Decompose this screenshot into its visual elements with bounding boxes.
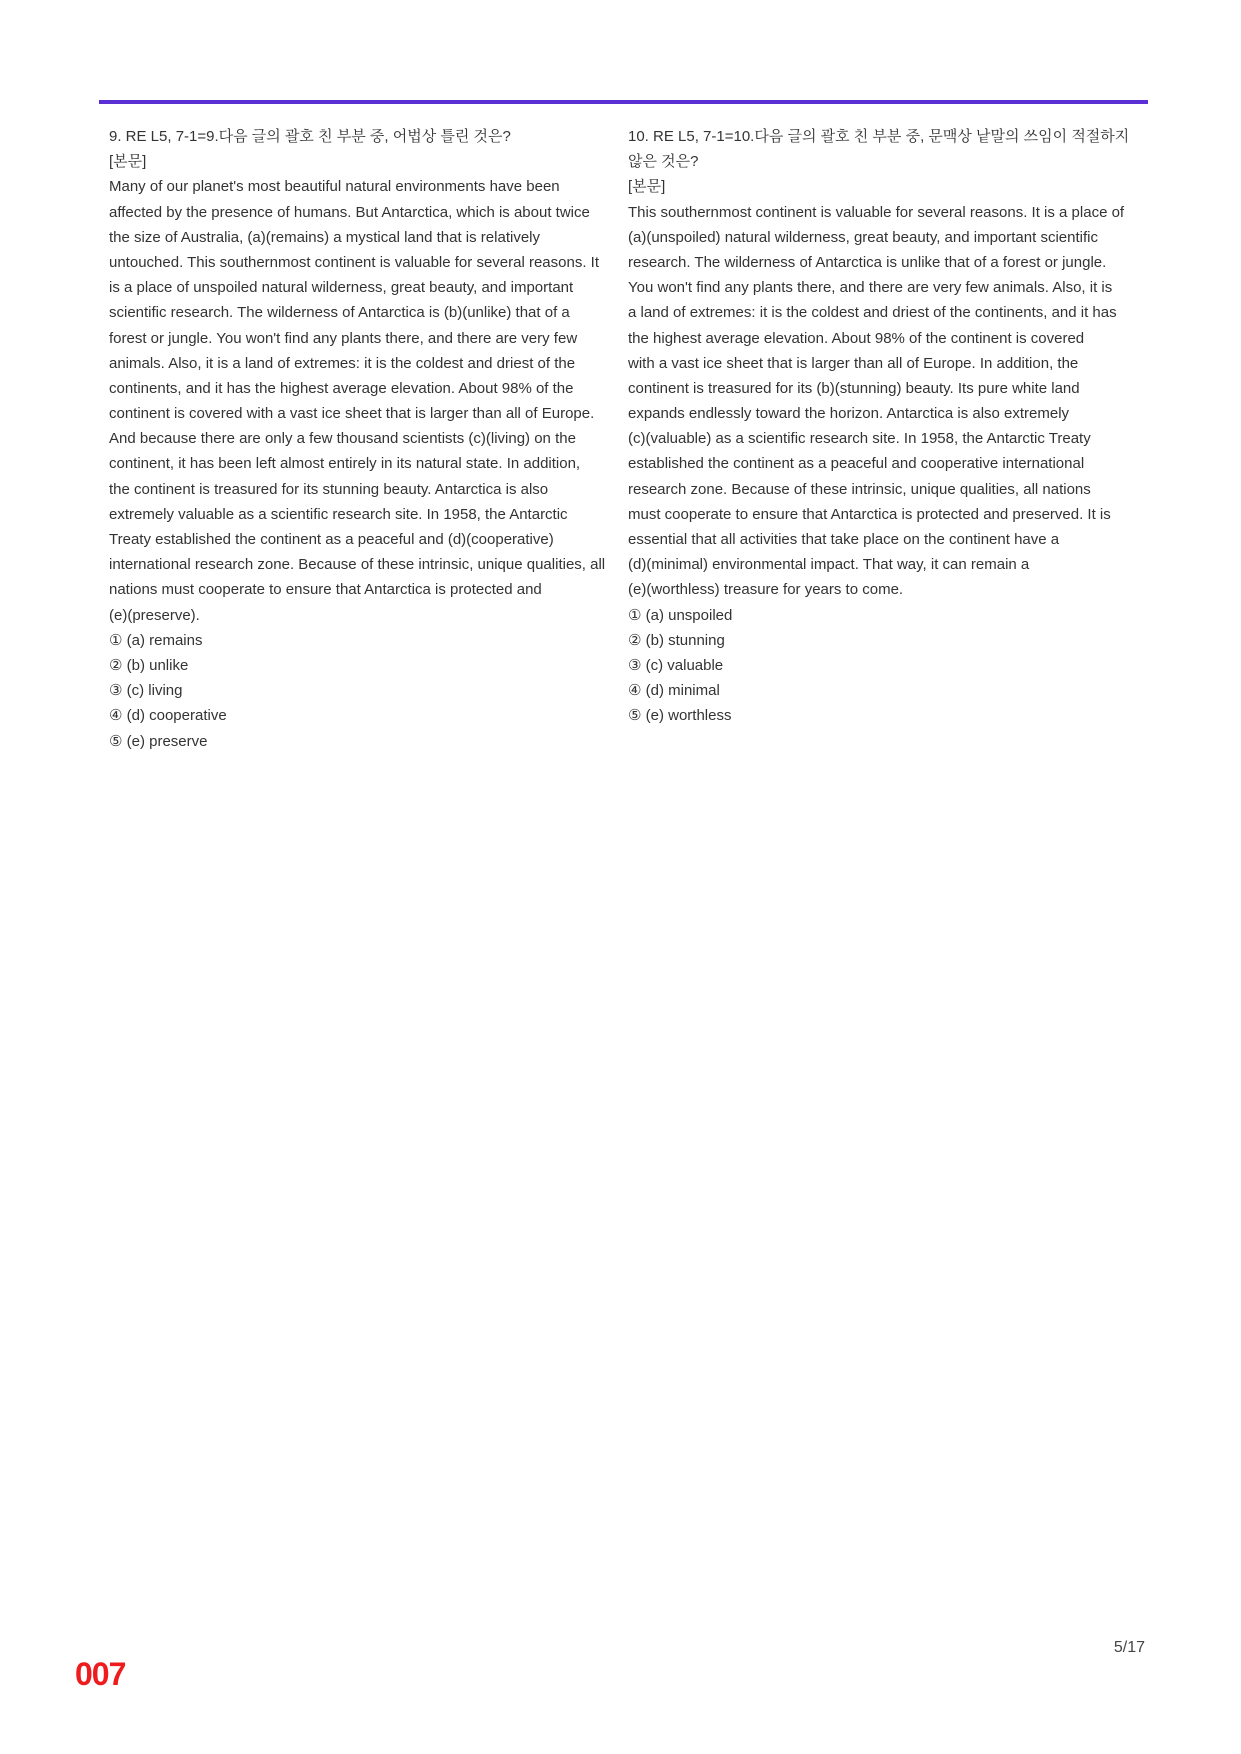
passage-line: untouched. This southernmost continent is valuable for several reasons. It	[109, 253, 599, 271]
answer-option-5: ⑤ (e) preserve	[109, 732, 208, 750]
passage-line: must cooperate to ensure that Antarctica is protected and preserved. It is	[628, 505, 1111, 523]
passage-line: (e)(worthless) treasure for years to come.	[628, 581, 904, 599]
answer-option-4: ④ (d) cooperative	[109, 707, 227, 725]
passage-label: [본문]	[628, 178, 666, 196]
answer-option-1: ① (a) unspoiled	[628, 606, 733, 624]
passage-line: continent is treasured for its (b)(stunning) beauty. Its pure white land	[628, 379, 1080, 397]
page-number: 5/17	[1113, 1639, 1145, 1656]
footer-code: 007	[75, 1656, 126, 1692]
passage-line: research. The wilderness of Antarctica is unlike that of a forest or jungle.	[628, 253, 1107, 271]
passage-label: [본문]	[109, 153, 147, 171]
passage-line: the highest average elevation. About 98% of the continent is covered	[628, 329, 1085, 347]
passage-line: extremely valuable as a scientific research site. In 1958, the Antarctic	[109, 505, 568, 523]
answer-option-2: ② (b) unlike	[109, 656, 189, 674]
passage-line: (d)(minimal) environmental impact. That way, it can remain a	[628, 556, 1030, 574]
passage-line: You won't find any plants there, and there are very few animals. Also, it is	[628, 279, 1113, 297]
answer-option-4: ④ (d) minimal	[628, 682, 720, 700]
passage-line: (c)(valuable) as a scientific research site. In 1958, the Antarctic Treaty	[628, 430, 1091, 448]
passage-line: international research zone. Because of these intrinsic, unique qualities, all	[109, 556, 606, 574]
passage-line: Treaty established the continent as a peaceful and (d)(cooperative)	[109, 531, 554, 548]
passage-line: continent, it has been left almost entirely in its natural state. In addition,	[109, 455, 581, 473]
answer-option-5: ⑤ (e) worthless	[628, 707, 732, 725]
passage-line: And because there are only a few thousand scientists (c)(living) on the	[109, 430, 576, 448]
passage-line: forest or jungle. You won't find any plants there, and there are very few	[109, 329, 578, 347]
passage-line: continent is covered with a vast ice sheet that is larger than all of Europe.	[109, 405, 595, 423]
question-9	[109, 124, 614, 754]
passage-line: nations must cooperate to ensure that Antarctica is protected and	[109, 581, 542, 599]
passage-line: scientific research. The wilderness of Antarctica is (b)(unlike) that of a	[109, 304, 570, 322]
answer-option-3: ③ (c) living	[109, 682, 183, 700]
passage-line: Many of our planet's most beautiful natural environments have been	[109, 178, 560, 196]
question-title-line: 10. RE L5, 7-1=10.다음 글의 괄호 친 부분 중, 문맥상 낱말의 쓰임이 적절하지	[628, 128, 1130, 145]
passage-line: the continent is treasured for its stunning beauty. Antarctica is also	[109, 480, 549, 498]
passage-line: the size of Australia, (a)(remains) a mystical land that is relatively	[109, 228, 540, 246]
passage-line: research zone. Because of these intrinsic, unique qualities, all nations	[628, 480, 1091, 498]
answer-option-1: ① (a) remains	[109, 631, 203, 649]
answer-option-2: ② (b) stunning	[628, 631, 725, 649]
passage-line: continents, and it has the highest average elevation. About 98% of the	[109, 379, 574, 397]
question-10	[628, 124, 1133, 729]
passage-line: established the continent as a peaceful and cooperative international	[628, 455, 1085, 473]
passage-line: This southernmost continent is valuable for several reasons. It is a place of	[628, 203, 1125, 221]
passage-line: animals. Also, it is a land of extremes: it is the coldest and driest of the	[109, 354, 576, 372]
passage-line: essential that all activities that take place on the continent have a	[628, 531, 1060, 548]
question-title-line: 9. RE L5, 7-1=9.다음 글의 괄호 친 부분 중, 어법상 틀린 것은?	[109, 128, 511, 145]
answer-option-3: ③ (c) valuable	[628, 656, 724, 674]
passage-line: (a)(unspoiled) natural wilderness, great beauty, and important scientific	[628, 228, 1098, 246]
passage-line: expands endlessly toward the horizon. Antarctica is also extremely	[628, 405, 1070, 423]
header-rule	[99, 100, 1148, 104]
question-title-line: 않은 것은?	[628, 153, 699, 171]
passage-line: (e)(preserve).	[109, 606, 200, 624]
passage-line: with a vast ice sheet that is larger than all of Europe. In addition, the	[628, 354, 1079, 372]
passage-line: is a place of unspoiled natural wilderness, great beauty, and important	[109, 279, 574, 297]
passage-line: affected by the presence of humans. But Antarctica, which is about twice	[109, 203, 590, 221]
passage-line: a land of extremes: it is the coldest and driest of the continents, and it has	[628, 304, 1117, 322]
